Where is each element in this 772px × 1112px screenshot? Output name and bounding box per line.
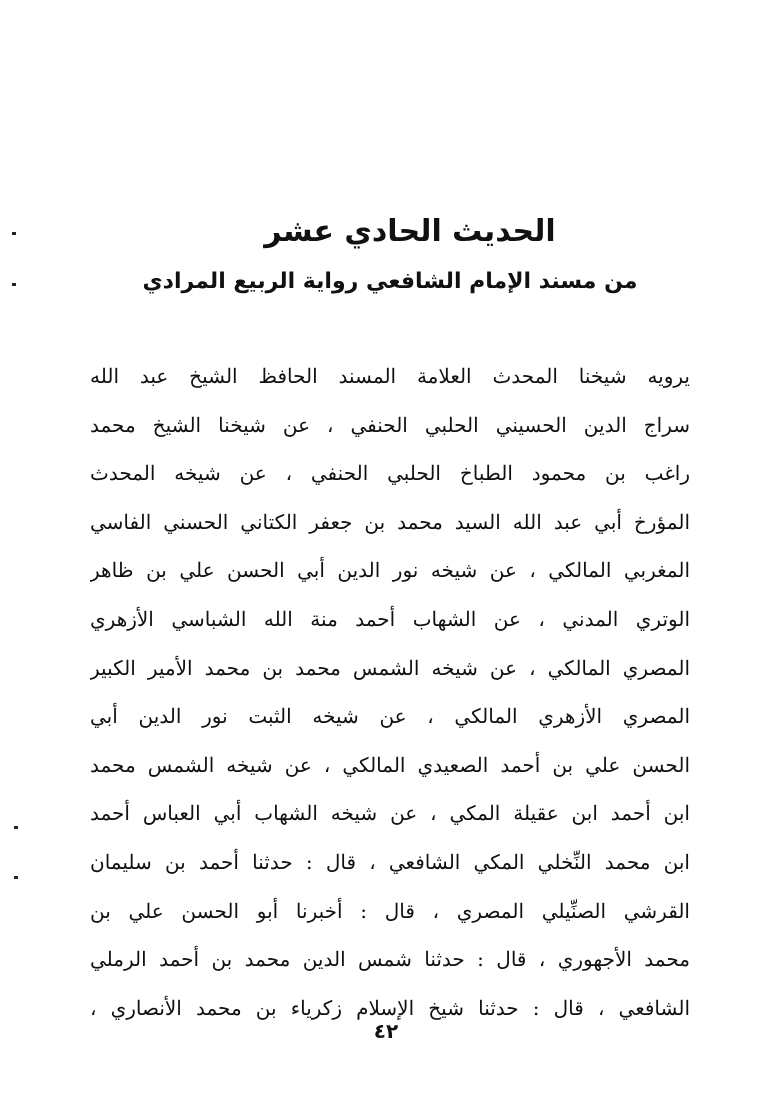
text-line: ابن أحمد ابن عقيلة المكي ، عن شيخه الشهاب أبي العباس أحمد — [90, 801, 690, 826]
text-line: الوتري المدني ، عن الشهاب أحمد منة الله الشباسي الأزهري — [90, 606, 690, 631]
text-line: ابن محمد النِّخلي المكي الشافعي ، قال : حدثنا أحمد بن سليمان — [90, 849, 690, 874]
text-line: سراج الدين الحسيني الحلبي الحنفي ، عن شيخنا الشيخ محمد — [90, 412, 690, 437]
scan-mark — [14, 876, 18, 879]
text-line: المصري الأزهري المالكي ، عن شيخه الثبت نور الدين أبي — [90, 704, 690, 729]
text-line: الشافعي ، قال : حدثنا شيخ الإسلام زكرياء بن محمد الأنصاري ، — [90, 995, 690, 1020]
page-number: ٤٢ — [373, 1019, 399, 1043]
text-line: المغربي المالكي ، عن شيخه نور الدين أبي الحسن علي بن ظاهر — [90, 558, 690, 583]
text-line: راغب بن محمود الطباخ الحلبي الحنفي ، عن شيخه المحدث — [90, 461, 690, 486]
text-line: يرويه شيخنا المحدث العلامة المسند الحافظ الشيخ عبد الله — [90, 364, 690, 388]
body-text — [90, 352, 690, 1032]
text-line: المؤرخ أبي عبد الله السيد محمد بن جعفر الكتاني الحسني الفاسي — [90, 509, 690, 534]
page-title: الحديث الحادي عشر — [264, 214, 556, 249]
text-line: الحسن علي بن أحمد الصعيدي المالكي ، عن شيخه الشمس محمد — [90, 752, 690, 777]
page-subtitle: من مسند الإمام الشافعي رواية الربيع المرادي — [142, 269, 638, 294]
scan-mark — [12, 283, 16, 286]
text-line: محمد الأجهوري ، قال : حدثنا شمس الدين محمد بن أحمد الرملي — [90, 947, 690, 972]
text-line: المصري المالكي ، عن شيخه الشمس محمد بن محمد الأمير الكبير — [90, 655, 690, 680]
text-line: القرشي الصنِّيلي المصري ، قال : أخبرنا أبو الحسن علي بن — [90, 898, 690, 923]
scan-mark — [12, 232, 16, 235]
scan-mark — [14, 826, 18, 829]
